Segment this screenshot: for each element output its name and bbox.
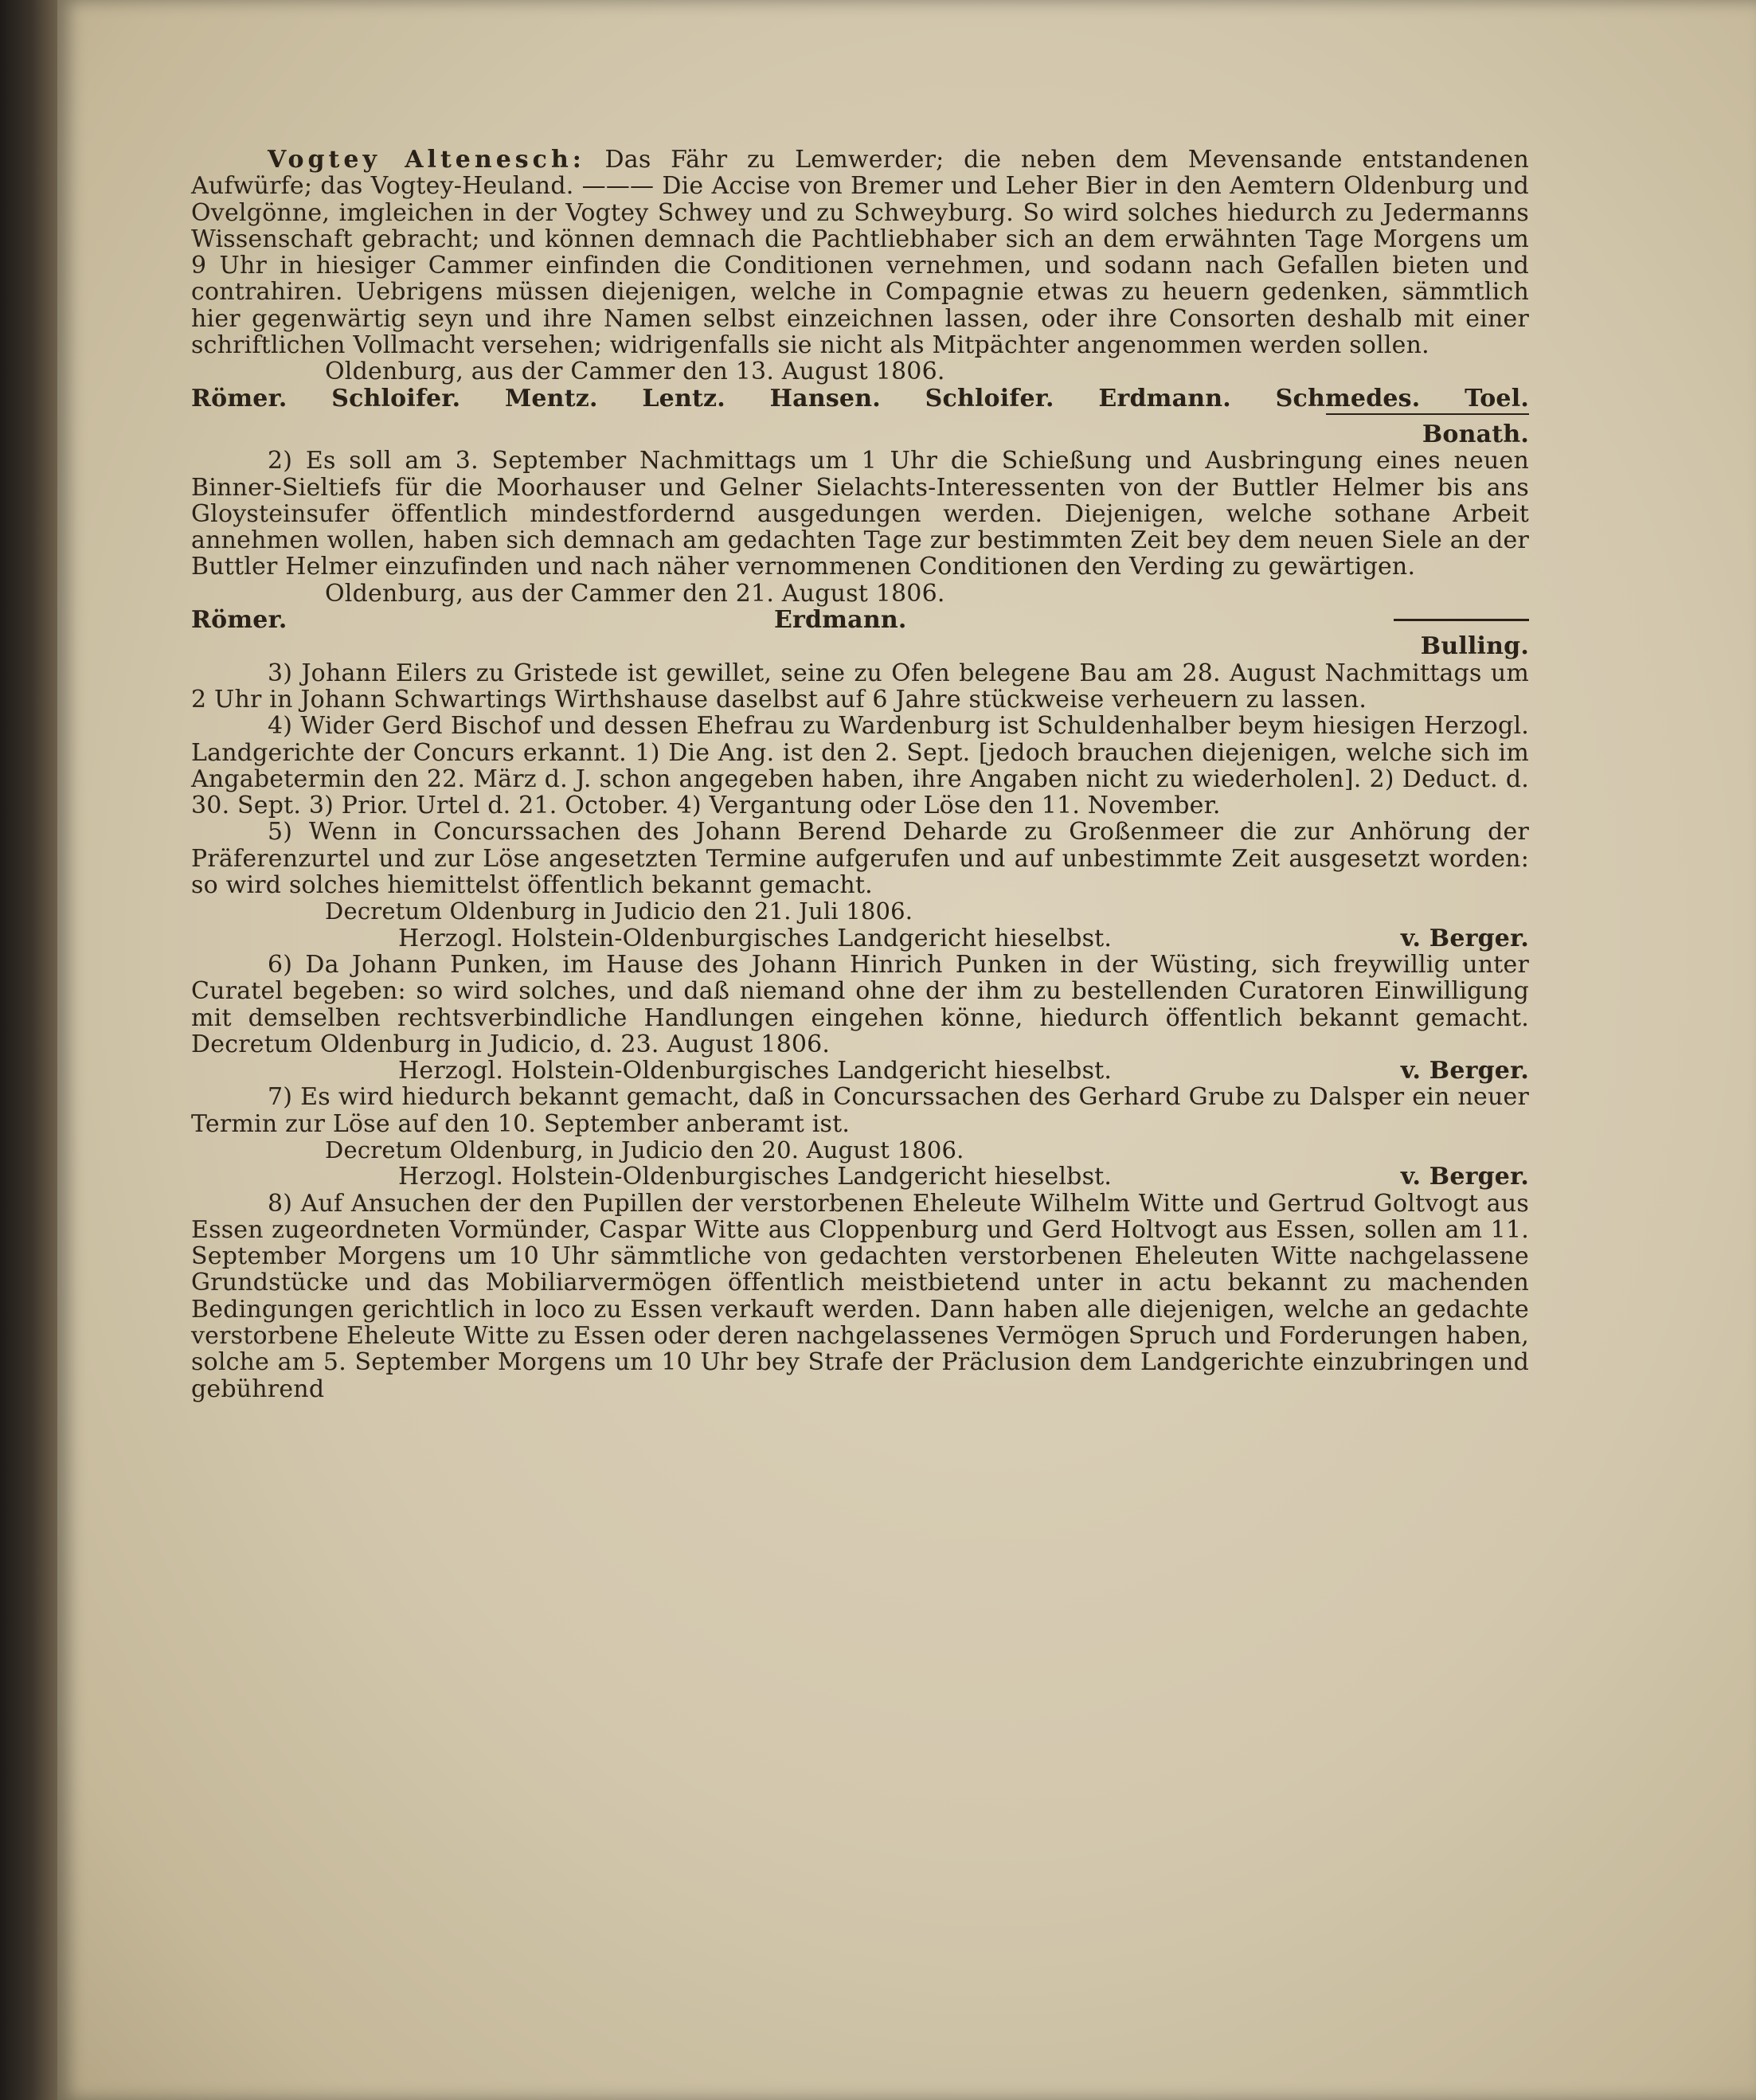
court-name: Herzogl. Holstein-Oldenburgisches Landgericht hieselbst. [398,1057,1113,1085]
signature: Mentz. [504,384,598,413]
signature: Bulling. [1420,632,1529,661]
signer: v. Berger. [1400,1163,1529,1191]
final-signature-2 [191,633,1529,659]
signature: Toel. [1465,384,1529,413]
paragraph-4: 4) Wider Gerd Bischof und dessen Ehefrau zu Wardenburg ist Schuldenhalber beym hiesigen Herzogl. Landgerichte der Concurs erkannt. 1) Die Ang. ist den 2. Sept. [jedoch brauchen diejenigen, welche sich im Angabetermin den 22. März d. J. schon angegeben haben, ihre Angaben nicht zu wiederholen]. 2) Deduct. d. 30. Sept. 3) Prior. Urtel d. 21. October. 4) Vergantung oder Löse den 11. November. [191,712,1529,820]
scanned-page [57,0,1756,2100]
decree-5: Decretum Oldenburg in Judicio den 21. Juli 1806. [325,897,913,925]
paragraph-8: 8) Auf Ansuchen der den Pupillen der verstorbenen Eheleute Wilhelm Witte und Gertrud Goltvogt aus Essen zugeordneten Vormünder, Caspar Witte aus Cloppenburg und Gerd Holtvogt aus Essen, sollen am 11. September Morgens um 10 Uhr sämmtliche von gedachten verstorbenen Eheleuten Witte nachgelassene Grundstücke und das Mobiliarvermögen öffentlich meistbietend unter in actu bekannt zu machenden Bedingungen gerichtlich in loco zu Essen verkauft werden. Dann haben alle diejenigen, welche an gedachte verstorbene Eheleute Witte zu Essen oder deren nachgelassenes Vermögen Spruch und Forderungen haben, solche am 5. September Morgens um 10 Uhr bey Strafe der Präclusion dem Landgerichte einzubringen und gebührend [191,1189,1529,1403]
divider-line [1394,619,1529,621]
court-name: Herzogl. Holstein-Oldenburgisches Landgericht hieselbst. [398,924,1113,952]
paragraph-2: 2) Es soll am 3. September Nachmittags um 1 Uhr die Schießung und Ausbringung eines neuen Binner-Sieltiefs für die Moorhauser und Gelner Sielachts-Interessenten von der Buttler Helmer bis ans Gloysteinsufer öffentlich mindestfordernd ausgedungen werden. Diejenigen, welche sothane Arbeit annehmen wollen, haben sich demnach am gedachten Tage zur bestimmten Zeit bey dem neuen Siele an der Buttler Helmer einzufinden und nach näher vernommenen Conditionen den Verding zu gewärtigen. [191,447,1529,581]
paragraph-6: 6) Da Johann Punken, im Hause des Johann Hinrich Punken in der Wüsting, sich freywillig unter Curatel begeben: so wird solches, und daß niemand ohne der ihm zu bestellenden Curatoren Einwilligung mit demselben rechtsverbindliche Handlungen eingehen könne, hiedurch öffentlich bekannt gemacht. Decretum Oldenburg in Judicio, d. 23. August 1806. [191,950,1529,1058]
signature: Römer. [191,384,287,413]
paragraph-3: 3) Johann Eilers zu Gristede ist gewillet, seine zu Ofen belegene Bau am 28. August Nachmittags um 2 Uhr in Johann Schwartings Wirthshause daselbst auf 6 Jahre stückweise verheuern zu lassen. [191,659,1529,714]
section-lead: Vogtey Altenesch: [268,146,585,174]
decree-7: Decretum Oldenburg, in Judicio den 20. August 1806. [325,1136,964,1163]
signature: Schloifer. [331,384,461,413]
signature: Römer. [191,606,287,635]
court-line-7 [191,1163,1529,1190]
signature-row-2 [191,607,1529,633]
signature: Lentz. [642,384,725,413]
divider-rule-1 [191,413,1529,418]
divider-line [1326,413,1529,418]
final-signature-1 [191,421,1529,448]
paragraph-5: 5) Wenn in Concurssachen des Johann Berend Deharde zu Großenmeer die zur Anhörung der Präferenzurtel und zur Löse angesetzten Termine aufgerufen und auf unbestimmte Zeit ausgesetzt worden: so wird solches hiemittelst öffentlich bekannt gemacht. [191,818,1529,900]
place-date-2: Oldenburg, aus der Cammer den 21. August 1806. [325,579,945,608]
signature: Schmedes. [1275,384,1421,413]
paragraph-1 [191,147,1529,358]
signer: v. Berger. [1400,924,1529,952]
court-name: Herzogl. Holstein-Oldenburgisches Landgericht hieselbst. [398,1163,1113,1191]
signer: v. Berger. [1400,1057,1529,1085]
court-line-5 [191,925,1529,952]
signature: Erdmann. [1098,384,1231,413]
signature: Hansen. [769,384,881,413]
paragraph-1-body: Das Fähr zu Lemwerder; die neben dem Mevensande entstandenen Aufwürfe; das Vogtey-Heuland. ——— Die Accise von Bremer und Leher Bier in den Aemtern Oldenburg und Ovelgönne, imgleichen in der Vogtey Schwey und zu Schweyburg. So wird solches hiedurch zu Jedermanns Wissenschaft gebracht; und können demnach die Pachtliebhaber sich an dem erwähnten Tage Morgens um 9 Uhr in hiesiger Cammer einfinden die Conditionen vernehmen, und sodann nach Gefallen bieten und contrahiren. Uebrigens müssen diejenigen, welche in Compagnie etwas zu heuern gedenken, sämmtlich hier gegenwärtig seyn und ihre Namen selbst einzeichnen lassen, oder ihre Consorten deshalb mit einer schriftlichen Vollmacht versehen; widrigenfalls sie nicht als Mitpächter angenommen werden sollen. [191,146,1529,360]
book-gutter [0,0,57,2100]
signature: Erdmann. [773,606,907,635]
signature-row-1 [191,385,1529,412]
paragraph-7: 7) Es wird hiedurch bekannt gemacht, daß in Concurssachen des Gerhard Grube zu Dalsper ein neuer Termin zur Löse auf den 10. September anberamt ist. [191,1083,1529,1138]
signature: Schloifer. [925,384,1054,413]
court-line-6 [191,1058,1529,1084]
place-date-1: Oldenburg, aus der Cammer den 13. August 1806. [325,358,945,386]
page-text [191,147,1529,1402]
signature: Bonath. [1422,420,1529,448]
